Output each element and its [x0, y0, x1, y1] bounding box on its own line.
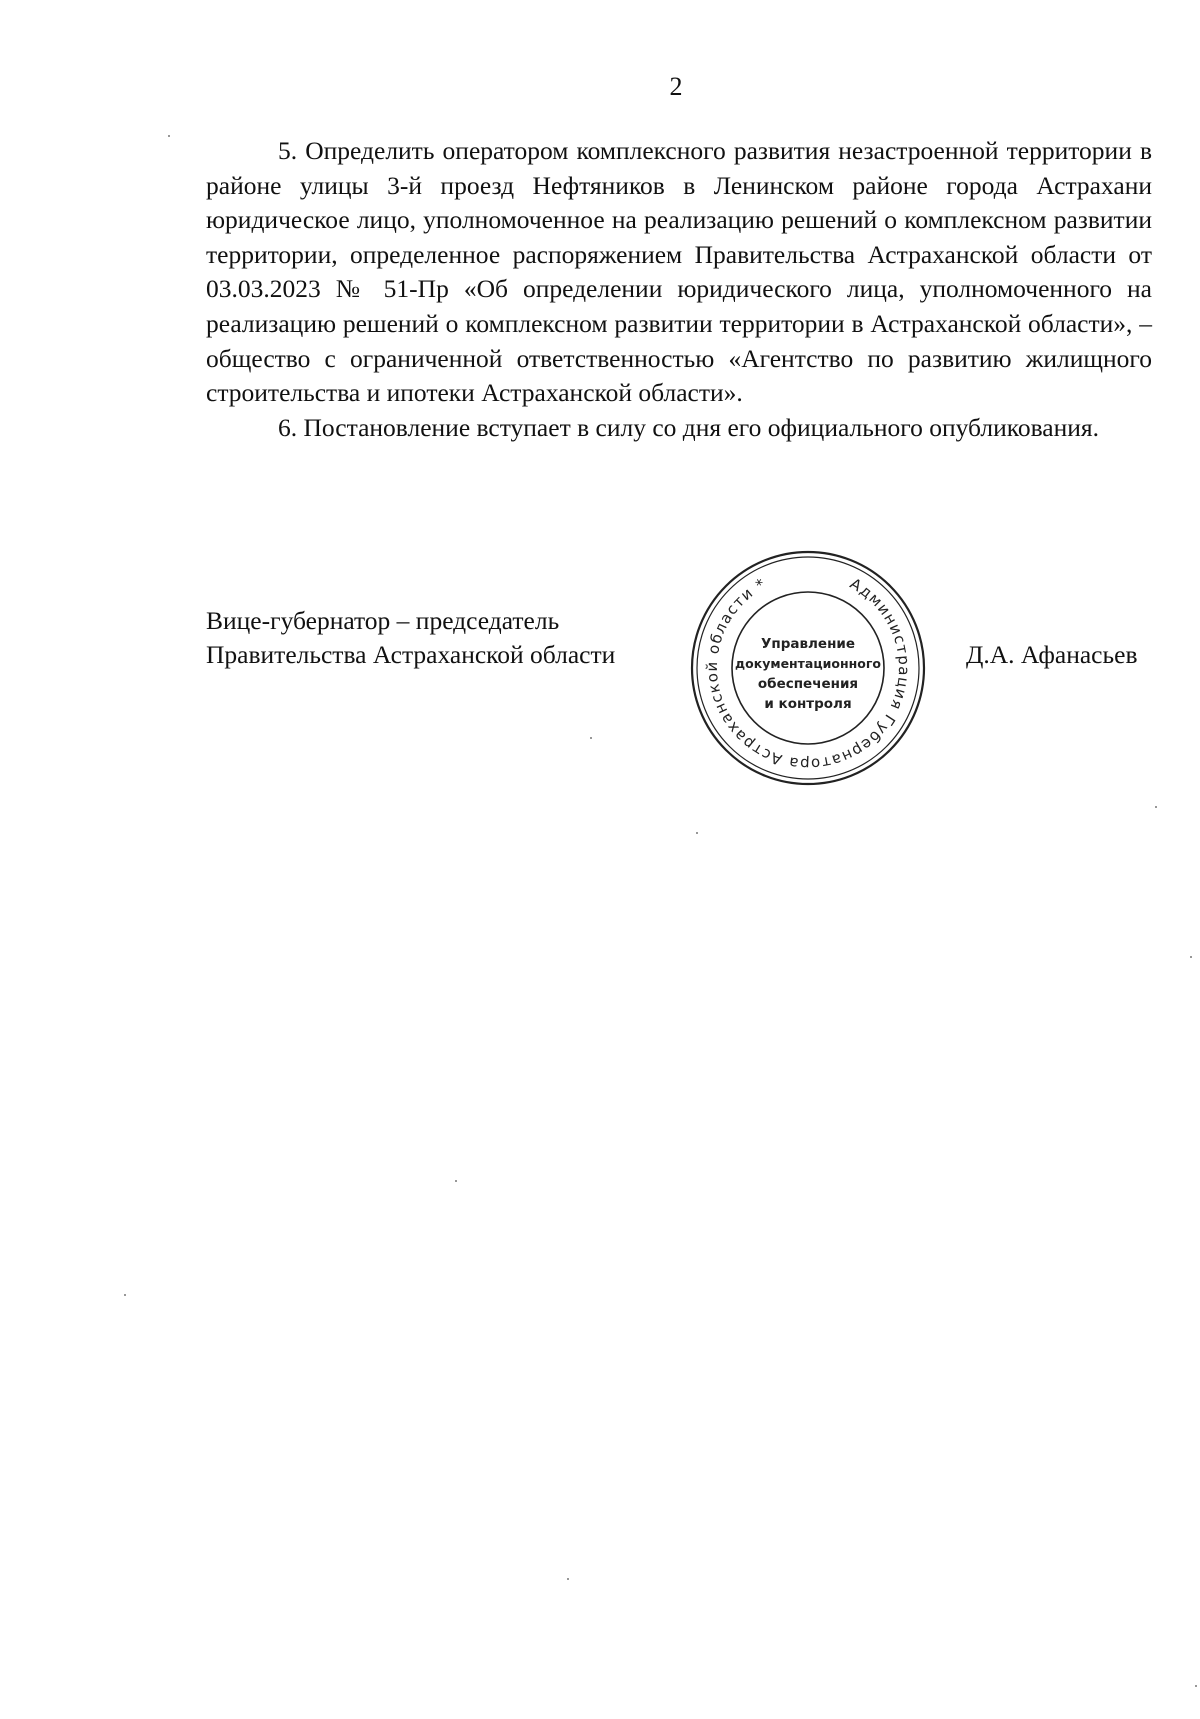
scan-speck [590, 737, 592, 739]
signature-position-line-1: Вице-губернатор – председатель [206, 606, 560, 635]
scan-speck [1190, 956, 1192, 958]
official-seal-stamp [688, 548, 928, 788]
paragraph-5: 5. Определить оператором комплексного развития незастроенной территории в районе улицы 3-й проезд Нефтяников в Ленинском районе города Астрахани юридическое лицо, уполномоченное на реализацию решений о комплексном развитии территории, определенное распоряжением Правительства Астраханской области от 03.03.2023 № 51-Пр «Об определении юридического лица, уполномоченного на реализацию решений о комплексном развитии территории в Астраханской области», – общество с ограниченной ответственностью «Агентство по развитию жилищного строительства и ипотеки Астраханской области». [206, 136, 1152, 408]
signature-position [206, 604, 615, 672]
seal-center-line-4: и контроля [764, 696, 852, 712]
document-body [206, 134, 1152, 445]
seal-ring-textpath: Администрация Губернатора Астраханской области * [702, 574, 914, 774]
signature-position-line-2: Правительства Астраханской области [206, 640, 616, 669]
seal-center-line-3: обеспечения [757, 676, 859, 692]
scan-speck [567, 1578, 569, 1580]
scan-speck [1195, 1685, 1197, 1687]
scan-speck [696, 832, 698, 834]
paragraph-6: 6. Постановление вступает в силу со дня его официального опубликования. [278, 412, 1099, 442]
scan-speck [168, 135, 170, 137]
seal-center-line-2: документационного [735, 656, 881, 671]
scan-speck [1155, 806, 1157, 808]
signature-name: Д.А. Афанасьев [966, 640, 1138, 669]
scan-speck [124, 1294, 126, 1296]
page-number: 2 [669, 72, 683, 101]
scan-speck [455, 1180, 457, 1182]
seal-center-line-1: Управление [760, 636, 856, 652]
